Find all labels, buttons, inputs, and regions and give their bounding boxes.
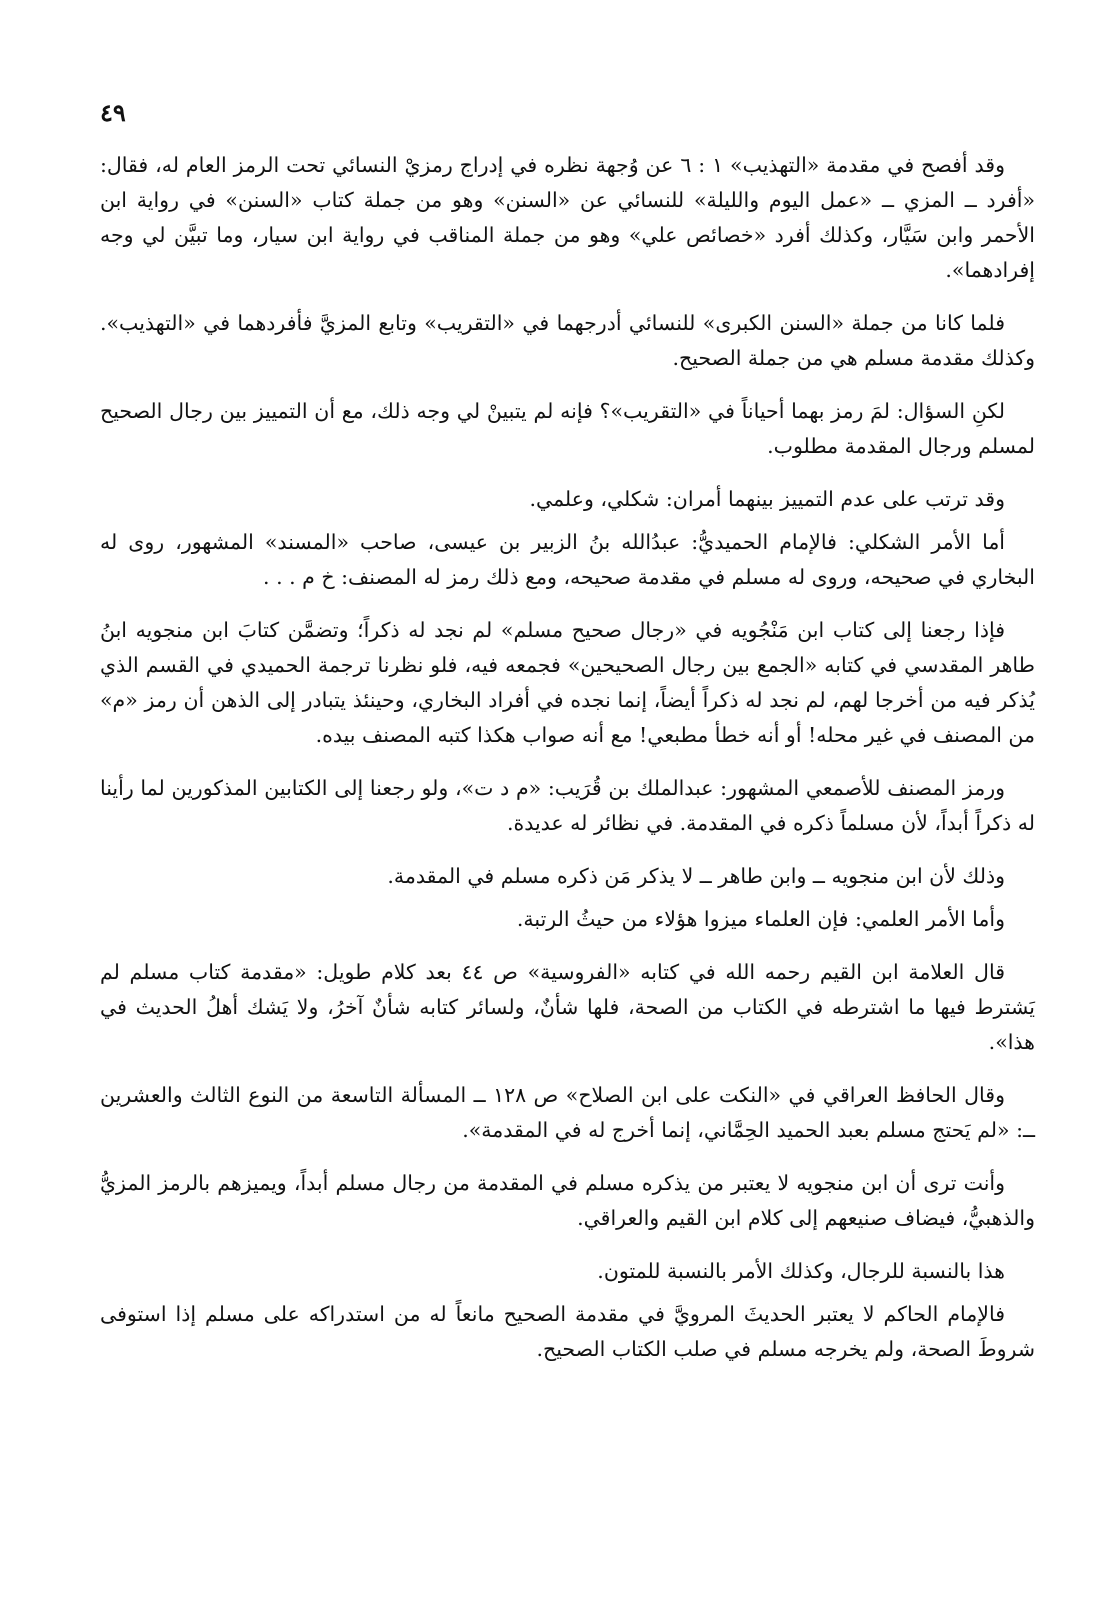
paragraph: فلما كانا من جملة «السنن الكبرى» للنسائي أدرجهما في «التقريب» وتابع المزيَّ فأفردهما في «التهذيب». وكذلك مقدمة مسلم هي من جملة الصحيح. bbox=[100, 311, 1035, 370]
paragraph: قال العلامة ابن القيم رحمه الله في كتابه «الفروسية» ص ٤٤ بعد كلام طويل: «مقدمة كتاب مسلم لم يَشترط فيها ما اشترطه في الكتاب من الصحة، فلها شأنٌ، ولسائر كتابه شأنٌ آخرُ، ولا يَشك أهلُ الحديث في هذا». bbox=[100, 960, 1035, 1054]
paragraph: فإذا رجعنا إلى كتاب ابن مَنْجُويه في «رجال صحيح مسلم» لم نجد له ذكراً؛ وتضمَّن كتابَ ابن منجويه ابنُ طاهر المقدسي في كتابه «الجمع بين رجال الصحيحين» فجمعه فيه، فلو نظرنا ترجمة الحميدي في القسم الذي يُذكر فيه من أخرجا لهم، لم نجد له ذكراً أيضاً، إنما نجده في أفراد البخاري، وحينئذ يتبادر إلى الذهن أن رمز «م» من المصنف في غير محله! أو أنه خطأ مطبعي! مع أنه صواب هكذا كتبه المصنف بيده. bbox=[100, 618, 1035, 747]
paragraph: وقد ترتب على عدم التمييز بينهما أمران: شكلي، وعلمي. bbox=[529, 487, 1005, 511]
paragraph: وذلك لأن ابن منجويه ــ وابن طاهر ــ لا يذكر مَن ذكره مسلم في المقدمة. bbox=[387, 864, 1005, 888]
paragraph: لكنِ السؤال: لمَ رمز بهما أحياناً في «التقريب»؟ فإنه لم يتبينْ لي وجه ذلك، مع أن التمييز بين رجال الصحيح لمسلم ورجال المقدمة مطلوب. bbox=[100, 399, 1035, 458]
paragraph: أما الأمر الشكلي: فالإمام الحميديُّ: عبدُالله بنُ الزبير بن عيسى، صاحب «المسند» المشهور، روى له البخاري في صحيحه، وروى له مسلم في مقدمة صحيحه، ومع ذلك رمز له المصنف: خ م . . . bbox=[100, 530, 1035, 589]
page-body bbox=[100, 148, 1035, 1385]
paragraph: ورمز المصنف للأصمعي المشهور: عبدالملك بن قُرَيب: «م د ت»، ولو رجعنا إلى الكتابين المذكورين لما رأينا له ذكراً أبداً، لأن مسلماً ذكره في المقدمة. في نظائر له عديدة. bbox=[100, 776, 1035, 835]
paragraph: وقد أفصح في مقدمة «التهذيب» ١ : ٦ عن وُجهة نظره في إدراج رمزيْ النسائي تحت الرمز العام له، فقال: «أفرد ــ المزي ــ «عمل اليوم والليلة» للنسائي عن «السنن» وهو من جملة كتاب «السنن» في رواية ابن الأحمر وابن سَيَّار، وكذلك أفرد «خصائص علي» وهو من جملة المناقب في رواية ابن سيار، وما تبيَّن لي وجه إفرادهما». bbox=[100, 153, 1035, 282]
paragraph: وأنت ترى أن ابن منجويه لا يعتبر من يذكره مسلم في المقدمة من رجال مسلم أبداً، ويميزهم بالرمز المزيُّ والذهبيُّ، فيضاف صنيعهم إلى كلام ابن القيم والعراقي. bbox=[100, 1171, 1035, 1230]
paragraph: فالإمام الحاكم لا يعتبر الحديثَ المرويَّ في مقدمة الصحيح مانعاً له من استدراكه على مسلم إذا استوفى شروطَ الصحة، ولم يخرجه مسلم في صلب الكتاب الصحيح. bbox=[100, 1302, 1035, 1361]
page-number: ٤٩ bbox=[100, 98, 126, 127]
paragraph: وأما الأمر العلمي: فإن العلماء ميزوا هؤلاء من حيثُ الرتبة. bbox=[516, 907, 1005, 931]
paragraph: وقال الحافظ العراقي في «النكت على ابن الصلاح» ص ١٢٨ ــ المسألة التاسعة من النوع الثالث والعشرين ــ: «لم يَحتج مسلم بعبد الحميد الحِمَّاني، إنما أخرج له في المقدمة». bbox=[100, 1083, 1035, 1142]
paragraph: هذا بالنسبة للرجال، وكذلك الأمر بالنسبة للمتون. bbox=[597, 1259, 1005, 1283]
